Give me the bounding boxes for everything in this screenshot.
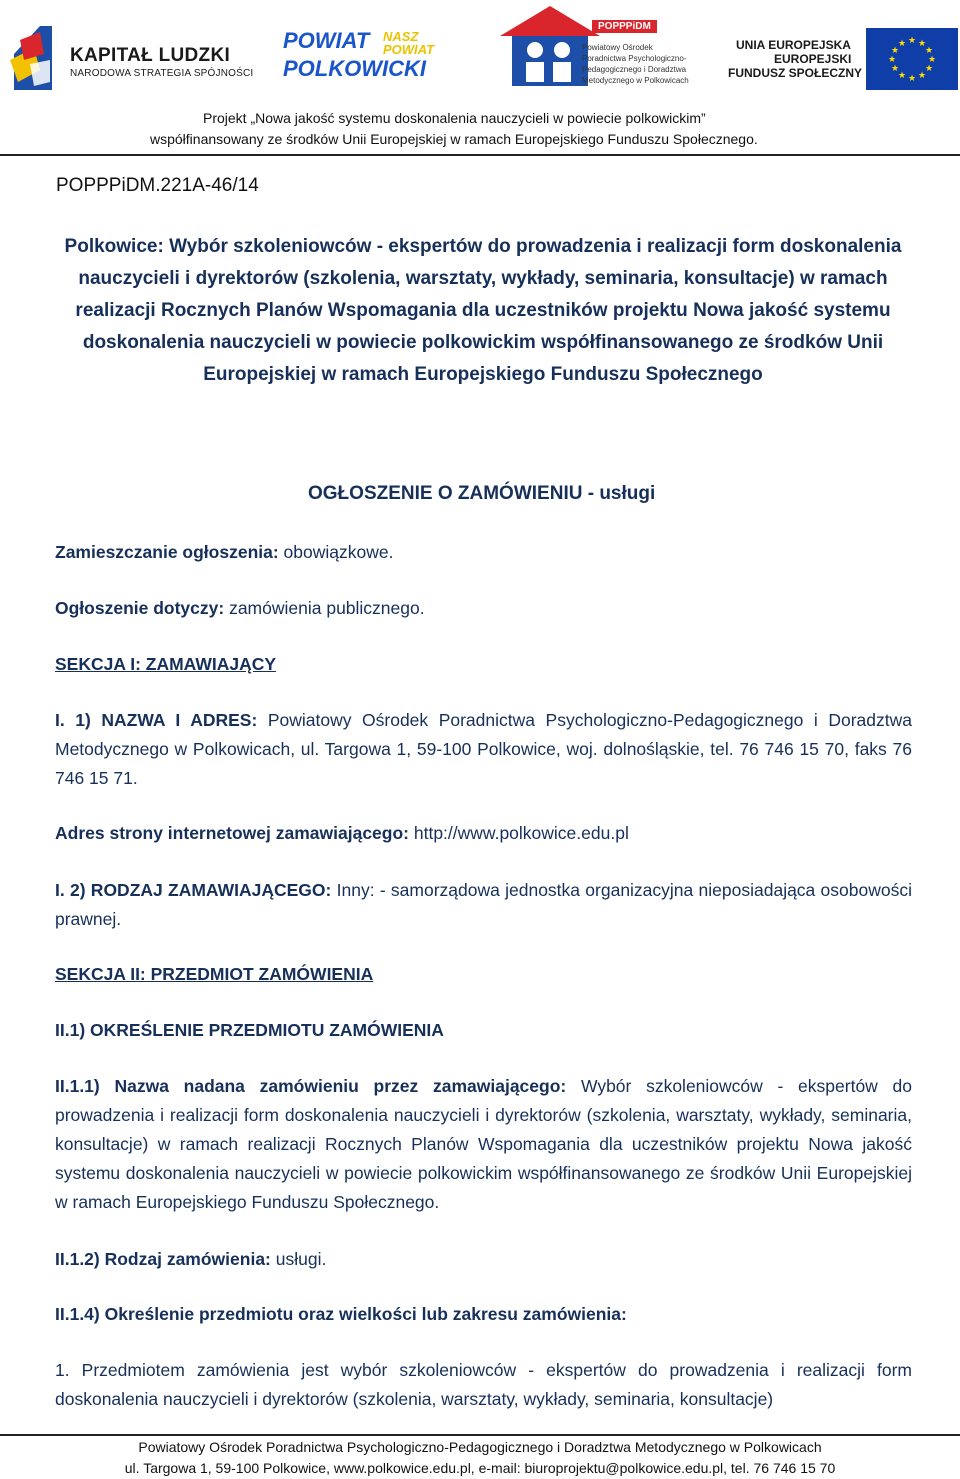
section-2-title: SEKCJA II: PRZEDMIOT ZAMÓWIENIA [55,964,374,984]
eu-logo-line3: FUNDUSZ SPOŁECZNY [728,66,863,80]
ii1-heading-row [55,1016,912,1045]
i2-label: I. 2) RODZAJ ZAMAWIAJĄCEGO: [55,880,332,900]
section-ii12 [55,1245,912,1274]
concerns-value: zamówienia publicznego. [224,598,425,618]
section-2-heading [55,960,912,989]
website-label: Adres strony internetowej zamawiającego: [55,823,409,843]
kapital-ludzki-subtitle: NARODOWA STRATEGIA SPÓJNOŚCI [70,68,254,79]
ii12-label: II.1.2) Rodzaj zamówienia: [55,1249,271,1269]
ii1-heading: II.1) OKREŚLENIE PRZEDMIOTU ZAMÓWIENIA [55,1020,444,1040]
svg-text:★: ★ [907,74,917,84]
section-ii14 [55,1300,912,1329]
svg-text:★: ★ [897,71,907,81]
section-i2 [55,876,912,934]
powiat-logo-line1: POWIAT [283,28,370,53]
header-divider [0,154,960,156]
point-1: 1. Przedmiotem zamówienia jest wybór szkoleniowców - ekspertów do prowadzenia i realizacji form doskonalenia nauczycieli i dyrektorów (szkolenia, warsztaty, wykłady, seminaria, konsultacje) [55,1360,912,1409]
document-title: Polkowice: Wybór szkoleniowców - ekspertów do prowadzenia i realizacji form doskonalenia nauczycieli i dyrektorów (szkolenia, warsztaty, wykłady, seminaria, konsultacje) w ramach realizacji Rocznych Planów Wspomagania dla uczestników projektu Nowa jakość systemu doskonalenia nauczycieli w powiecie polkowickim współfinansowanego ze środków Unii Europejskiej w ramach Europejskiego Funduszu Społecznego [64,236,902,385]
i1-value: Powiatowy Ośrodek Poradnictwa Psychologiczno-Pedagogicznego i Doradztwa Metodycznego w Polkowicach, ul. Targowa 1, 59-100 Polkowice, woj. dolnośląskie, tel. 76 746 15 70, faks 76 746 15 71. [55,710,912,788]
ii12-value: usługi. [270,1249,327,1269]
i2-value: Inny: - samorządowa jednostka organizacyjna nieposiadająca osobowości prawnej. [55,880,912,929]
footer-divider [0,1434,960,1436]
eu-flag-icon [866,28,958,90]
powiat-logo-line2: POLKOWICKI [283,56,426,81]
svg-text:★: ★ [887,55,897,65]
placement-row [55,538,912,567]
kapital-ludzki-title: KAPITAŁ LUDZKI [70,45,231,66]
poppid-logo-name: POPPPiDM [592,20,657,33]
website-value: http://www.polkowice.edu.pl [409,823,629,843]
footer-line-1: Powiatowy Ośrodek Poradnictwa Psychologiczno-Pedagogicznego i Doradztwa Metodycznego w Polkowicach [138,1439,822,1455]
placement-label: Zamieszczanie ogłoszenia: [55,542,279,562]
svg-text:★: ★ [890,46,900,56]
poppid-logo-text: Powiatowy Ośrodek Poradnictwa Psychologiczno-Pedagogicznego i Doradztwa Metodycznego w Polkowicach [582,43,689,85]
svg-text:★: ★ [917,71,927,81]
concerns-row [55,594,912,623]
eu-logo-line2: EUROPEJSKI [774,52,852,66]
footer-line-2: ul. Targowa 1, 59-100 Polkowice, www.polkowice.edu.pl, e-mail: biuroprojektu@polkowice.edu.pl, tel. 76 746 15 70 [124,1460,836,1476]
section-1-title: SEKCJA I: ZAMAWIAJĄCY [55,654,277,674]
eu-logo-line1: UNIA EUROPEJSKA [736,38,851,52]
svg-text:★: ★ [927,55,937,65]
placement-value: obowiązkowe. [278,542,394,562]
project-line-2: współfinansowany ze środków Unii Europejskiej w ramach Europejskiego Funduszu Społecznego. [150,131,758,147]
svg-text:★: ★ [924,46,934,56]
svg-text:★: ★ [897,39,907,49]
website-row [55,819,912,848]
concerns-label: Ogłoszenie dotyczy: [55,598,225,618]
notice-heading: OGŁOSZENIE O ZAMÓWIENIU - usługi [308,483,656,504]
ii11-label: II.1.1) Nazwa nadana zamówieniu przez zamawiającego: [55,1076,567,1096]
section-1-heading [55,650,912,679]
section-i1 [55,706,912,793]
ii14-label: II.1.4) Określenie przedmiotu oraz wielkości lub zakresu zamówienia: [55,1304,627,1324]
svg-text:★: ★ [907,36,917,46]
svg-text:★: ★ [890,64,900,74]
svg-text:★: ★ [917,39,927,49]
section-ii11 [55,1072,912,1217]
nasz-powiat-logo: NASZ POWIAT [383,29,435,57]
svg-text:★: ★ [924,64,934,74]
document-id: POPPPiDM.221A-46/14 [56,175,259,196]
eu-logo-text [728,38,862,80]
ii11-value: Wybór szkoleniowców - ekspertów do prowadzenia i realizacji form doskonalenia nauczycieli i dyrektorów (szkolenia, warsztaty, wykłady, seminaria, konsultacje) w ramach realizacji Rocznych Planów Wspomagania dla uczestników projektu Nowa jakość systemu doskonalenia nauczycieli w powiecie polkowickim współfinansowanego ze środków Unii Europejskiej w ramach Europejskiego Funduszu Społecznego. [55,1076,912,1212]
i1-label: I. 1) NAZWA I ADRES: [55,710,258,730]
project-line-1: Projekt „Nowa jakość systemu doskonalenia nauczycieli w powiecie polkowickim” [203,110,706,126]
